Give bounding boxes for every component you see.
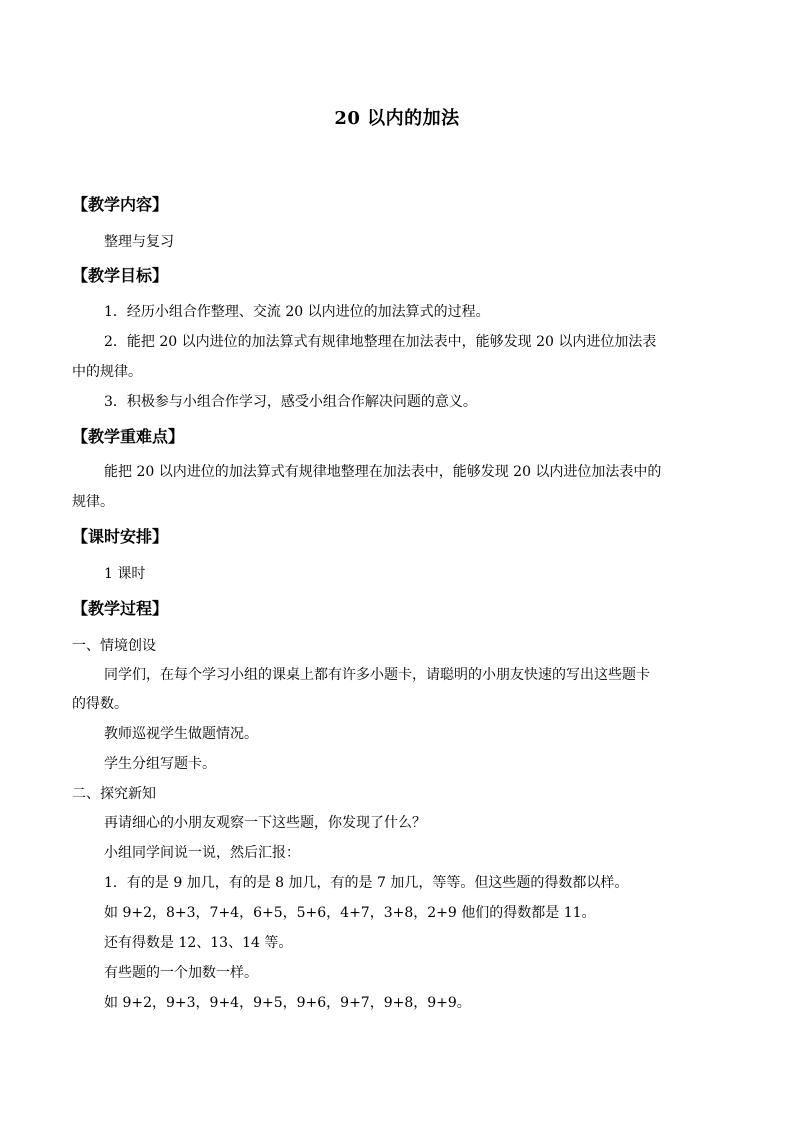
process-part2-line-6: 有些题的一个加数一样。 [104, 965, 258, 981]
heading-process: 【教学过程】 [72, 599, 169, 618]
heading-content: 【教学内容】 [72, 195, 169, 214]
content-text: 整理与复习 [104, 234, 174, 250]
goal-item-2: 2．能把 20 以内进位的加法算式有规律地整理在加法表中，能够发现 20 以内进位加法表 [104, 334, 657, 350]
process-part1-line-4: 学生分组写题卡。 [104, 756, 216, 772]
heading-goals: 【教学目标】 [72, 266, 169, 285]
process-part2-line-4: 如 9+2，8+3，7+4，6+5，5+6，4+7，3+8，2+9 他们的得数都是 11。 [104, 905, 596, 921]
process-part2-title: 二、探究新知 [72, 786, 156, 802]
process-part1-line-1: 同学们，在每个学习小组的课桌上都有许多小题卡，请聪明的小朋友快速的写出这些题卡 [104, 667, 650, 683]
process-part1-line-2: 的得数。 [72, 696, 128, 712]
goal-item-1: 1．经历小组合作整理、交流 20 以内进位的加法算式的过程。 [104, 304, 490, 320]
schedule-text: 1 课时 [104, 566, 146, 582]
goal-item-3: 3．积极参与小组合作学习，感受小组合作解决问题的意义。 [104, 394, 477, 410]
process-part2-line-1: 再请细心的小朋友观察一下这些题，你发现了什么？ [104, 815, 426, 831]
goal-item-2-cont: 中的规律。 [72, 364, 142, 380]
process-part1-line-3: 教师巡视学生做题情况。 [104, 726, 258, 742]
key-points-line-2: 规律。 [72, 494, 114, 510]
process-part2-line-2: 小组同学间说一说，然后汇报： [104, 845, 300, 861]
process-part2-line-5: 还有得数是 12、13、14 等。 [104, 935, 293, 951]
page-title: 20 以内的加法 [334, 108, 460, 129]
process-part1-title: 一、情境创设 [72, 638, 156, 654]
process-part2-line-7: 如 9+2，9+3，9+4，9+5，9+6，9+7，9+8，9+9。 [104, 995, 471, 1011]
key-points-line-1: 能把 20 以内进位的加法算式有规律地整理在加法表中，能够发现 20 以内进位加法表中的 [104, 464, 662, 480]
heading-schedule: 【课时安排】 [72, 527, 169, 546]
process-part2-line-3: 1．有的是 9 加几，有的是 8 加几，有的是 7 加几，等等。但这些题的得数都以样。 [104, 875, 629, 891]
heading-key-points: 【教学重难点】 [72, 427, 185, 446]
